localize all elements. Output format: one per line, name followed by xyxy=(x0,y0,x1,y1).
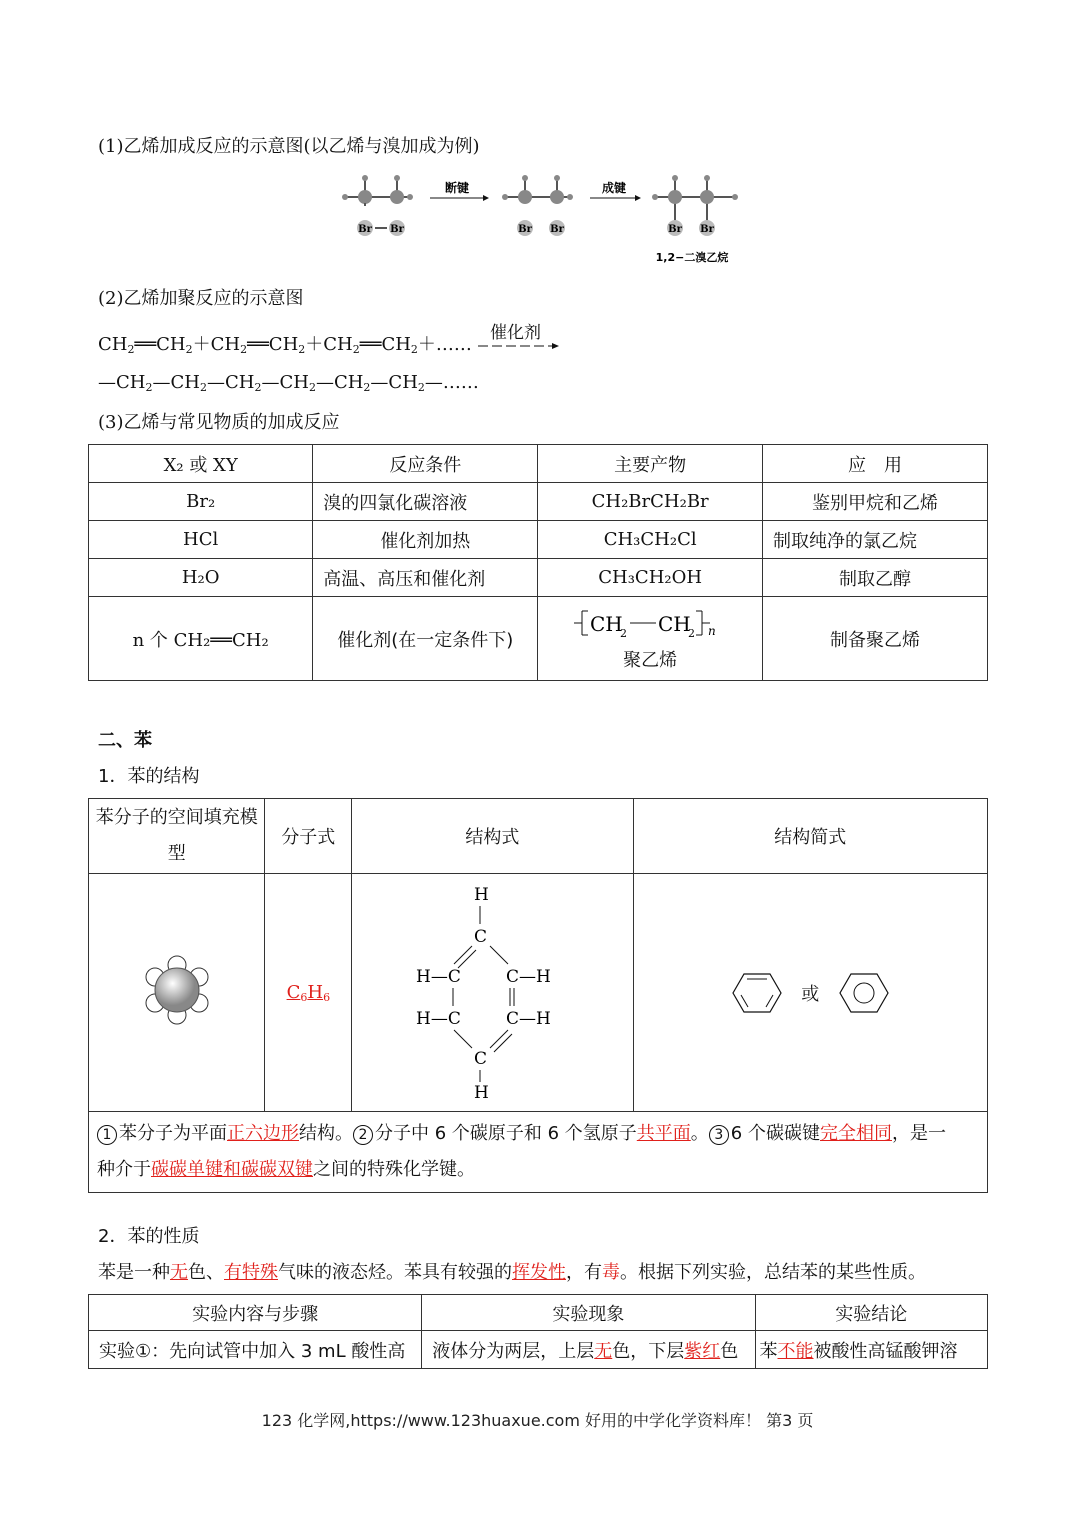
para-polymerization: (2)乙烯加聚反应的示意图 xyxy=(98,288,304,309)
table-header: 实验内容与步骤 xyxy=(89,1295,422,1331)
benzene-kekule-icon xyxy=(732,971,782,1015)
arrow-label-break: 断键 xyxy=(444,181,470,195)
svg-text:2: 2 xyxy=(688,627,696,640)
table-row: Br₂ 溴的四氯化碳溶液 CH₂BrCH₂Br 鉴别甲烷和乙烯 xyxy=(89,483,988,521)
catalyst-label: 催化剂 xyxy=(490,323,541,343)
table-header: 反应条件 xyxy=(313,445,538,483)
benzene-ring-icon xyxy=(839,971,889,1015)
product-name: 1,2−二溴乙烷 xyxy=(655,251,729,264)
svg-text:C—H: C—H xyxy=(506,967,552,987)
table-header: 结构简式 xyxy=(633,799,987,874)
svg-text:Br: Br xyxy=(700,224,714,235)
polymer-chain: $—CH_2—CH_2—CH_2—CH_2—CH_2—CH_2—\dots\dots$ xyxy=(98,372,479,394)
table-row: HCl 催化剂加热 CH₃CH₂Cl 制取纯净的氯乙烷 xyxy=(89,521,988,559)
table-row: 实验①：先向试管中加入 3 mL 酸性高 液体分为两层，上层无色，下层紫红色 苯不能被酸性高锰酸钾溶 xyxy=(89,1331,988,1369)
svg-text:H: H xyxy=(474,885,490,905)
table-header: X₂ 或 XY xyxy=(89,445,313,483)
polymer-equation: $CH_2══CH_2+CH_2══CH_2+CH_2══CH_2+\dots\dots$ xyxy=(98,334,472,356)
svg-text:Br: Br xyxy=(390,224,404,235)
para-addition-table-title: (3)乙烯与常见物质的加成反应 xyxy=(98,412,340,433)
addition-diagram xyxy=(335,170,745,270)
benzene-structural-formula xyxy=(412,880,572,1100)
section-title-benzene: 二、苯 xyxy=(98,730,152,751)
svg-text:H—C: H—C xyxy=(416,967,462,987)
table-header: 实验结论 xyxy=(755,1295,987,1331)
svg-text:Br: Br xyxy=(668,224,682,235)
svg-text:CH: CH xyxy=(590,612,623,636)
polyethylene-formula xyxy=(570,605,730,641)
svg-text:Br: Br xyxy=(518,224,532,235)
or-text: 或 xyxy=(801,983,820,1005)
svg-text:C—H: C—H xyxy=(506,1009,552,1029)
table-row: n 个 CH₂══CH₂ 催化剂(在一定条件下) CH 2 CH 2 n 聚乙烯 制备聚乙烯 xyxy=(89,597,988,681)
svg-text:C: C xyxy=(474,927,488,947)
experiment-table xyxy=(88,1294,988,1369)
svg-text:Br: Br xyxy=(358,224,372,235)
table-header: 主要产物 xyxy=(538,445,763,483)
para-ethylene-addition: (1)乙烯加成反应的示意图(以乙烯与溴加成为例) xyxy=(98,136,480,157)
structure-note: 1 苯分子为平面正六边形结构。 2 分子中 6 个碳原子和 6 个氢原子共平面。 3 6 个碳碳键完全相同，是一 种介于碳碳单键和碳碳双键之间的特殊化学键。 xyxy=(89,1112,988,1193)
table-header: 分子式 xyxy=(265,799,352,874)
properties-paragraph: 苯是一种无色、有特殊气味的液态烃。苯具有较强的挥发性，有毒。根据下列实验，总结苯的某些性质。 xyxy=(98,1262,926,1283)
svg-text:H—C: H—C xyxy=(416,1009,462,1029)
svg-text:n: n xyxy=(708,624,716,638)
benzene-formula: $C_6H_6$ xyxy=(286,981,331,1004)
addition-reaction-table xyxy=(88,444,988,681)
page-footer: 123 化学网,https://www.123huaxue.com 好用的中学化学资料库！ 第3 页 xyxy=(261,1411,814,1430)
svg-text:H: H xyxy=(474,1083,490,1100)
table-header: 实验现象 xyxy=(422,1295,755,1331)
table-header: 应 用 xyxy=(762,445,987,483)
svg-text:C: C xyxy=(474,1049,488,1069)
benzene-structure-table xyxy=(88,798,988,1193)
reaction-arrow xyxy=(478,340,560,352)
svg-text:2: 2 xyxy=(620,627,628,640)
table-header: 结构式 xyxy=(352,799,633,874)
table-row: H₂O 高温、高压和催化剂 CH₃CH₂OH 制取乙醇 xyxy=(89,559,988,597)
space-filling-model xyxy=(142,955,212,1025)
svg-text:CH: CH xyxy=(658,612,691,636)
svg-text:Br: Br xyxy=(550,224,564,235)
arrow-label-form: 成键 xyxy=(601,181,627,195)
subsection-properties: 2．苯的性质 xyxy=(98,1226,200,1247)
table-header: 苯分子的空间填充模型 xyxy=(89,799,265,874)
subsection-structure: 1．苯的结构 xyxy=(98,766,200,787)
